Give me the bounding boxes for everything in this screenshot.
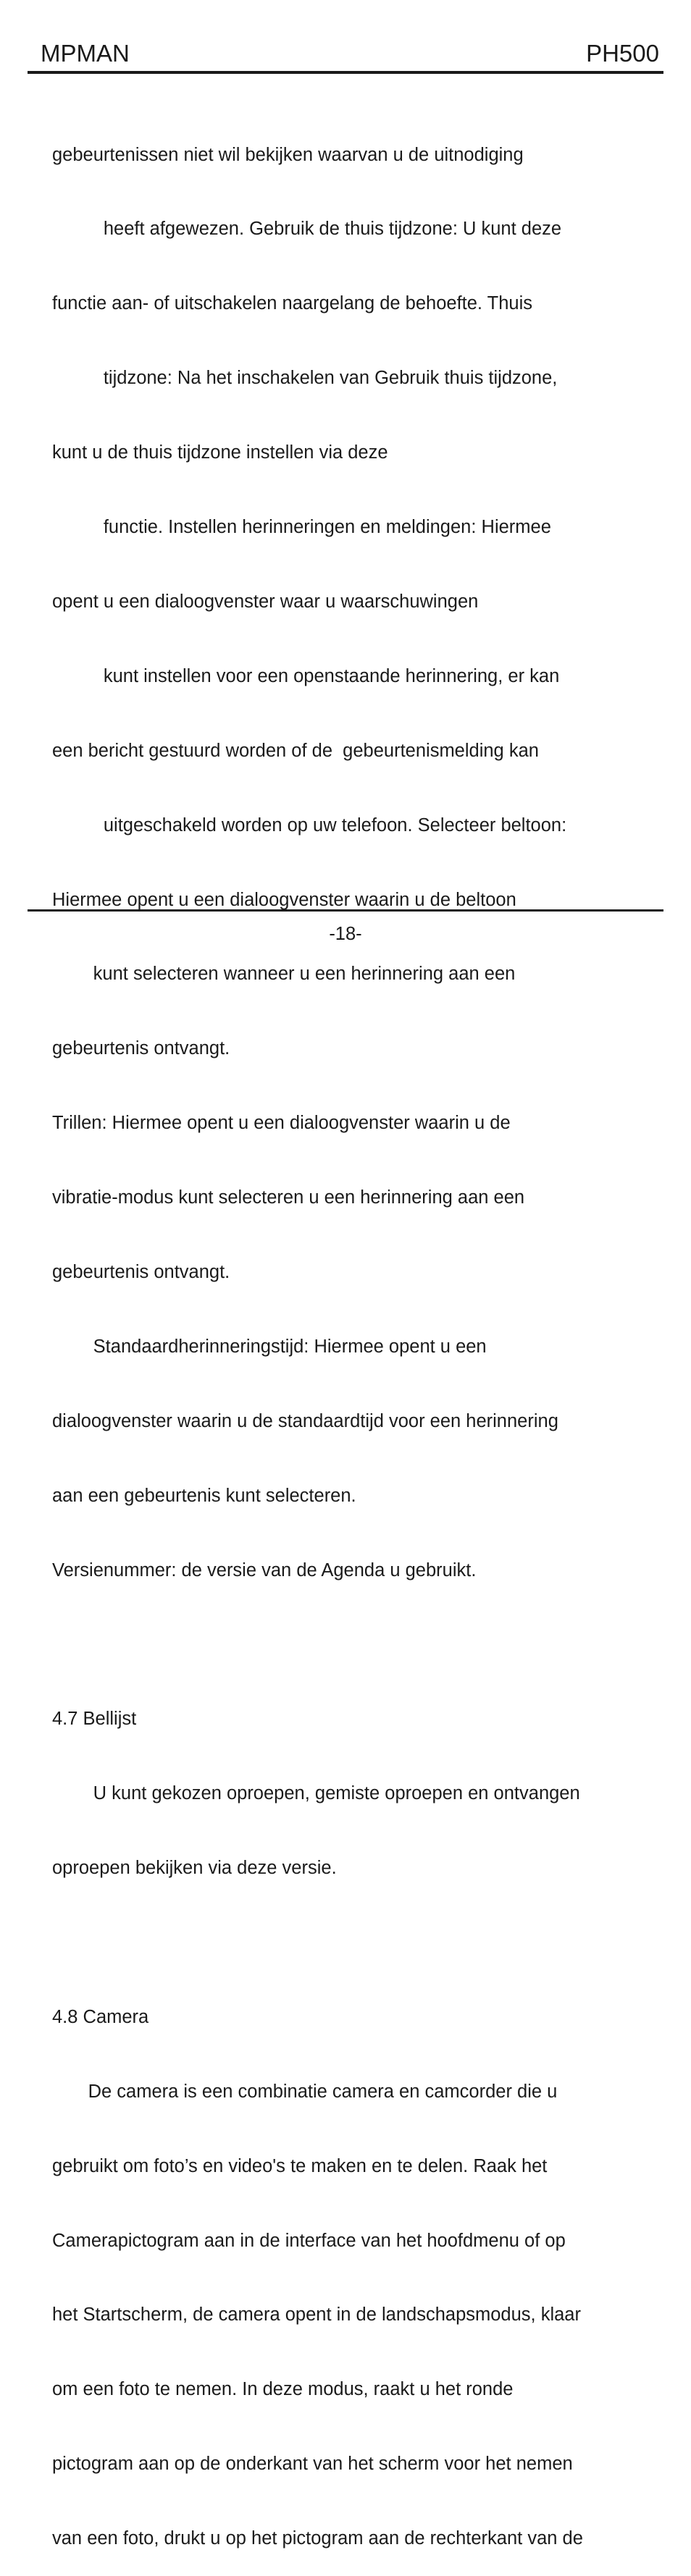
text-line: gebeurtenis ontvangt. bbox=[52, 1261, 230, 1282]
footer-rule bbox=[28, 909, 663, 912]
page-number: -18- bbox=[329, 924, 362, 944]
text-line: een bericht gestuurd worden of de gebeurtenismelding kan bbox=[52, 740, 539, 761]
text-line: vibratie-modus kunt selecteren u een herinnering aan een bbox=[52, 1187, 525, 1208]
text-line: gebeurtenissen niet wil bekijken waarvan u de uitnodiging bbox=[52, 144, 524, 165]
model-name: PH500 bbox=[586, 40, 659, 67]
brand-name: MPMAN bbox=[41, 40, 130, 67]
section-heading-camera: 4.8 Camera bbox=[52, 2006, 149, 2027]
text-line: heeft afgewezen. Gebruik de thuis tijdzone: U kunt deze bbox=[52, 219, 562, 240]
text-line: functie. Instellen herinneringen en meldingen: Hiermee bbox=[52, 517, 551, 538]
text-line: aan een gebeurtenis kunt selecteren. bbox=[52, 1485, 356, 1506]
text-line: gebeurtenis ontvangt. bbox=[52, 1038, 230, 1059]
blank-line bbox=[52, 1632, 653, 1657]
text-line: U kunt gekozen oproepen, gemiste oproepen en ontvangen bbox=[52, 1783, 580, 1804]
body-text bbox=[52, 93, 653, 2576]
text-line: om een foto te nemen. In deze modus, raakt u het ronde bbox=[52, 2379, 514, 2400]
text-line: kunt instellen voor een openstaande herinnering, er kan bbox=[52, 665, 560, 686]
text-line: het Startscherm, de camera opent in de landschapsmodus, klaar bbox=[52, 2304, 581, 2325]
text-line: Hiermee opent u een dialoogvenster waarin u de beltoon bbox=[52, 889, 516, 910]
text-line: opent u een dialoogvenster waar u waarschuwingen bbox=[52, 591, 479, 612]
section-heading-bellijst: 4.7 Bellijst bbox=[52, 1709, 137, 1730]
text-line: oproepen bekijken via deze versie. bbox=[52, 1858, 337, 1879]
text-line: van een foto, drukt u op het pictogram aan de rechterkant van de bbox=[52, 2528, 583, 2549]
text-line: gebruikt om foto’s en video's te maken en te delen. Raak het bbox=[52, 2155, 548, 2176]
text-line: De camera is een combinatie camera en camcorder die u bbox=[52, 2081, 558, 2102]
text-line: Trillen: Hiermee opent u een dialoogvenster waarin u de bbox=[52, 1113, 511, 1134]
blank-line bbox=[52, 1930, 653, 1955]
text-line: Standaardherinneringstijd: Hiermee opent u een bbox=[52, 1336, 487, 1357]
text-line: tijdzone: Na het inschakelen van Gebruik thuis tijdzone, bbox=[52, 368, 558, 389]
text-line: uitgeschakeld worden op uw telefoon. Selecteer beltoon: bbox=[52, 815, 567, 835]
text-line: kunt selecteren wanneer u een herinnering aan een bbox=[52, 964, 516, 985]
text-line: kunt u de thuis tijdzone instellen via deze bbox=[52, 442, 388, 463]
text-line: Camerapictogram aan in de interface van het hoofdmenu of op bbox=[52, 2230, 566, 2251]
text-line: pictogram aan op de onderkant van het scherm voor het nemen bbox=[52, 2454, 573, 2475]
text-line: dialoogvenster waarin u de standaardtijd voor een herinnering bbox=[52, 1410, 558, 1431]
header-rule bbox=[28, 71, 663, 74]
text-line: Versienummer: de versie van de Agenda u gebruikt. bbox=[52, 1560, 477, 1580]
text-line: functie aan- of uitschakelen naargelang de behoefte. Thuis bbox=[52, 293, 532, 314]
